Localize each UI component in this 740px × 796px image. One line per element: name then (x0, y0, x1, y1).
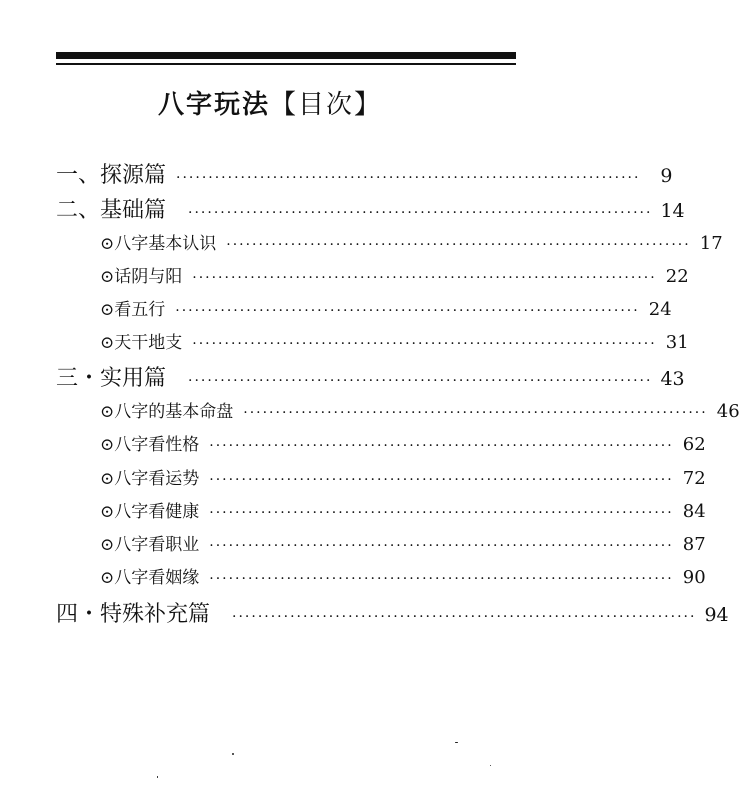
toc-entry-page: 9 (660, 165, 673, 187)
dot-leader: ········································································ (209, 571, 674, 587)
toc-entry-page: 90 (682, 567, 706, 588)
dot-leader: ········································································ (209, 538, 674, 554)
scan-speck (232, 753, 234, 755)
toc-entry-page: 62 (682, 434, 706, 455)
dot-leader: ········································································ (243, 405, 708, 421)
toc-entry-label: ⊙八字看运势 (100, 469, 200, 489)
toc-entry[interactable] (56, 361, 685, 391)
toc-entry-page: 14 (660, 200, 685, 222)
toc-entry-label: ⊙天干地支 (100, 333, 183, 353)
toc-entry-label: 二、基础篇 (56, 198, 167, 223)
toc-entry-label: ⊙八字看性格 (100, 435, 200, 455)
dot-leader: ········································································ (192, 336, 657, 352)
dot-leader: ········································································ (175, 303, 640, 319)
toc-entry-page: 17 (699, 233, 723, 254)
toc-entry-label: ⊙看五行 (100, 300, 166, 320)
toc-entry-label: ⊙八字看健康 (100, 502, 200, 522)
toc-entry[interactable] (56, 158, 673, 188)
dot-leader: ········································································ (209, 438, 674, 454)
dot-leader: ········································································ (192, 270, 657, 286)
dot-leader: ········································································ (176, 170, 641, 186)
dot-leader: ········································································ (188, 373, 653, 389)
toc-entry-page: 24 (648, 299, 672, 320)
toc-entry-label: ⊙八字基本认识 (100, 234, 217, 254)
toc-entry-page: 87 (682, 534, 706, 555)
toc-entry[interactable] (100, 530, 706, 560)
dot-leader: ········································································ (226, 237, 691, 253)
toc-entry-page: 84 (682, 501, 706, 522)
toc-entry[interactable] (100, 497, 706, 527)
toc-entry-label: ⊙八字的基本命盘 (100, 402, 234, 422)
toc-entry[interactable] (100, 295, 672, 325)
toc-entry[interactable] (56, 597, 729, 627)
toc-entry-label: ⊙八字看职业 (100, 535, 200, 555)
toc-entry-label: ⊙八字看姻缘 (100, 568, 200, 588)
toc-entry-page: 72 (682, 468, 706, 489)
dot-leader: ········································································ (232, 609, 697, 625)
toc-entry[interactable] (100, 563, 706, 593)
toc-entry[interactable] (100, 464, 706, 494)
title-bracket: 【目次】 (270, 90, 383, 120)
toc-entry[interactable] (100, 229, 723, 259)
toc-entry-page: 94 (704, 604, 729, 626)
toc-entry[interactable] (100, 397, 740, 427)
toc-entry-label: 三・实用篇 (56, 366, 167, 391)
toc-entry-page: 22 (665, 266, 689, 287)
scan-speck (455, 742, 458, 743)
toc-entry[interactable] (100, 262, 689, 292)
toc-entry-label: 一、探源篇 (56, 163, 167, 188)
toc-entry-page: 43 (660, 368, 685, 390)
toc-entry-page: 46 (716, 401, 740, 422)
toc-entry-label: ⊙话阴与阳 (100, 267, 183, 287)
scan-speck (490, 765, 491, 766)
toc-entry-label: 四・特殊补充篇 (56, 602, 211, 627)
dot-leader: ········································································ (209, 472, 674, 488)
scan-speck (157, 776, 158, 778)
title-main: 八字玩法 (157, 90, 270, 120)
dot-leader: ········································································ (188, 205, 653, 221)
toc-entry[interactable] (100, 328, 689, 358)
toc-entry-page: 31 (665, 332, 689, 353)
toc-entry[interactable] (56, 193, 685, 223)
dot-leader: ········································································ (209, 505, 674, 521)
toc-entry[interactable] (100, 430, 706, 460)
